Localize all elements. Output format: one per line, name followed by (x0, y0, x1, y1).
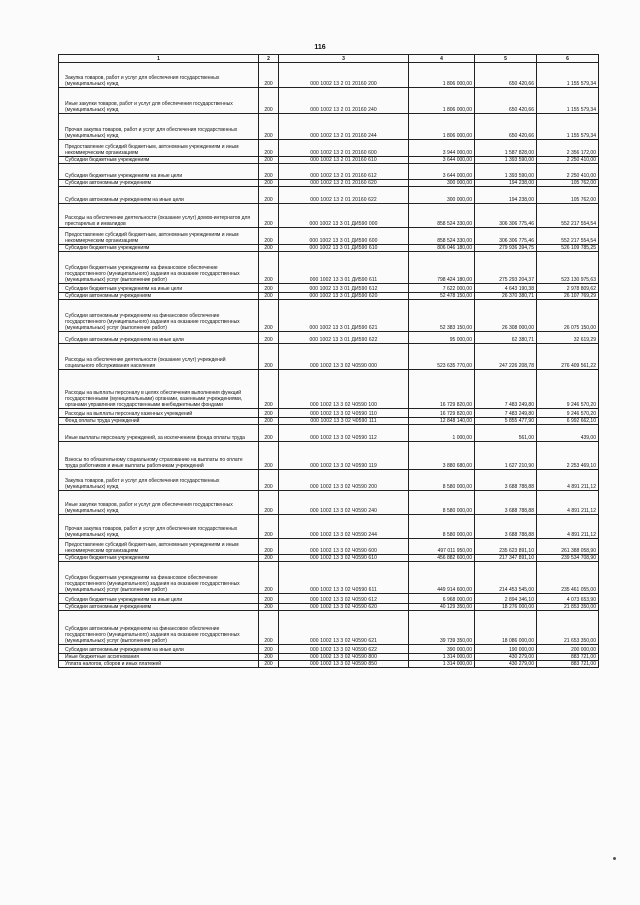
row-code: 000 1002 13 3 02 Ч0590 610 (279, 555, 409, 562)
row-column-2: 200 (259, 661, 279, 668)
row-name: Субсидии бюджетным учреждениям на финансовое обеспечение государственного (муниципального) задания на оказание государственных (муниципальных) услуг (выполнение работ) (59, 562, 259, 594)
row-column-5: 561,00 (475, 425, 537, 442)
row-column-5: 3 688 788,88 (475, 491, 537, 515)
row-column-6: 552 217 554,54 (537, 204, 599, 228)
row-column-2: 200 (259, 594, 279, 604)
header-cell: 6 (537, 55, 599, 63)
row-column-2: 200 (259, 611, 279, 645)
row-name: Субсидии автономным учреждениям на финансовое обеспечение государственного (муниципального) задания на оказание государственных (муниципальных) услуг (выполнение работ) (59, 300, 259, 332)
row-column-2: 200 (259, 562, 279, 594)
row-column-6: 883 721,00 (537, 661, 599, 668)
row-code: 000 1002 13 3 01 ДИ590 600 (279, 228, 409, 245)
row-code: 000 1002 13 3 02 Ч0590 244 (279, 515, 409, 539)
row-column-4: 8 580 000,00 (409, 470, 475, 491)
row-name: Уплата налогов, сборов и иных платежей (59, 661, 259, 668)
row-name: Иные закупки товаров, работ и услуг для обеспечения государственных (муниципальных) нужд (59, 88, 259, 114)
row-column-6: 261 388 058,90 (537, 539, 599, 555)
row-code: 000 1002 13 3 01 ДИ590 610 (279, 245, 409, 252)
row-column-5: 194 238,00 (475, 187, 537, 204)
row-column-6: 1 155 579,34 (537, 63, 599, 88)
row-name: Субсидии автономным учреждениям (59, 180, 259, 187)
row-code: 000 1002 13 3 01 ДИ590 000 (279, 204, 409, 228)
table-body (59, 63, 599, 668)
row-column-5: 4 643 190,38 (475, 284, 537, 293)
row-code: 000 1002 13 3 02 Ч0590 622 (279, 645, 409, 654)
row-column-4: 300 000,00 (409, 187, 475, 204)
row-code: 000 1002 13 2 01 20160 610 (279, 157, 409, 164)
row-column-6: 235 461 055,00 (537, 562, 599, 594)
row-column-4: 3 644 000,00 (409, 164, 475, 180)
row-column-4: 523 635 770,00 (409, 344, 475, 370)
row-column-4: 39 739 350,00 (409, 611, 475, 645)
row-column-5: 3 688 788,88 (475, 515, 537, 539)
row-name: Прочая закупка товаров, работ и услуг для обеспечения государственных (муниципальных) нужд (59, 114, 259, 140)
row-code: 000 1002 13 3 02 Ч0590 240 (279, 491, 409, 515)
row-column-4: 12 848 140,00 (409, 418, 475, 425)
row-column-5: 18 086 000,00 (475, 611, 537, 645)
row-column-5: 306 306 775,46 (475, 204, 537, 228)
row-code: 000 1002 13 3 02 Ч0590 200 (279, 470, 409, 491)
row-column-4: 1 314 000,00 (409, 654, 475, 661)
row-column-4: 858 524 330,00 (409, 204, 475, 228)
row-name: Иные выплаты персоналу учреждений, за исключением фонда оплаты труда (59, 425, 259, 442)
row-column-4: 456 882 600,00 (409, 555, 475, 562)
row-code: 000 1002 13 3 02 Ч0590 621 (279, 611, 409, 645)
row-column-5: 7 483 249,80 (475, 409, 537, 418)
row-column-4: 16 729 820,00 (409, 409, 475, 418)
row-column-4: 1 000,00 (409, 425, 475, 442)
row-column-5: 1 587 828,00 (475, 140, 537, 157)
row-column-6: 21 853 350,00 (537, 604, 599, 611)
header-cell: 1 (59, 55, 259, 63)
row-code: 000 1002 13 3 02 Ч0590 100 (279, 370, 409, 409)
row-code: 000 1002 13 2 01 20160 200 (279, 63, 409, 88)
table-row (59, 140, 599, 157)
row-name: Субсидии автономным учреждениям на иные цели (59, 187, 259, 204)
table-row (59, 157, 599, 164)
row-column-4: 52 383 150,00 (409, 300, 475, 332)
row-column-6: 4 891 211,12 (537, 515, 599, 539)
table-row (59, 300, 599, 332)
row-code: 000 1002 13 3 02 Ч0590 000 (279, 344, 409, 370)
row-name: Субсидии автономным учреждениям на иные цели (59, 645, 259, 654)
row-column-2: 200 (259, 140, 279, 157)
row-column-2: 200 (259, 63, 279, 88)
row-column-2: 200 (259, 409, 279, 418)
row-column-4: 3 944 000,00 (409, 140, 475, 157)
row-code: 000 1002 13 3 02 Ч0590 600 (279, 539, 409, 555)
row-column-6: 2 250 410,00 (537, 164, 599, 180)
row-column-2: 200 (259, 344, 279, 370)
table-row (59, 332, 599, 344)
row-column-4: 3 644 000,00 (409, 157, 475, 164)
row-code: 000 1002 13 3 02 Ч0590 611 (279, 562, 409, 594)
row-name: Иные бюджетные ассигнования (59, 654, 259, 661)
row-name: Субсидии бюджетным учреждениям на финансовое обеспечение государственного (муниципального) задания на оказание государственных (муниципальных) услуг (выполнение работ) (59, 252, 259, 284)
row-column-5: 650 420,66 (475, 114, 537, 140)
table-row (59, 555, 599, 562)
table-row (59, 604, 599, 611)
row-column-2: 200 (259, 442, 279, 470)
table-row (59, 187, 599, 204)
table-row (59, 515, 599, 539)
row-name: Закупка товаров, работ и услуг для обеспечения государственных (муниципальных) нужд (59, 470, 259, 491)
row-column-6: 1 155 579,34 (537, 114, 599, 140)
table-row (59, 164, 599, 180)
row-column-2: 200 (259, 252, 279, 284)
row-column-6: 2 978 809,62 (537, 284, 599, 293)
row-column-6: 4 891 211,12 (537, 470, 599, 491)
row-name: Субсидии автономным учреждениям (59, 293, 259, 300)
scan-speck (613, 857, 616, 860)
row-column-4: 1 806 000,00 (409, 114, 475, 140)
row-column-2: 200 (259, 370, 279, 409)
row-column-5: 235 623 891,10 (475, 539, 537, 555)
row-column-4: 449 914 600,00 (409, 562, 475, 594)
row-column-5: 247 226 208,78 (475, 344, 537, 370)
row-column-4: 3 880 680,00 (409, 442, 475, 470)
row-column-6: 9 246 570,20 (537, 409, 599, 418)
table-header-row (59, 55, 599, 63)
row-code: 000 1002 13 3 01 ДИ590 620 (279, 293, 409, 300)
row-column-4: 95 000,00 (409, 332, 475, 344)
table-row (59, 245, 599, 252)
row-column-6: 239 534 708,90 (537, 555, 599, 562)
table-row (59, 180, 599, 187)
row-name: Предоставление субсидий бюджетным, автономным учреждениям и иным некоммерческим организациям (59, 228, 259, 245)
table-row (59, 661, 599, 668)
table-row (59, 611, 599, 645)
row-name: Расходы на обеспечение деятельности (оказание услуг) учреждений социального обслуживания населения (59, 344, 259, 370)
row-column-6: 2 253 469,10 (537, 442, 599, 470)
row-column-5: 5 855 477,90 (475, 418, 537, 425)
row-column-6: 2 250 410,00 (537, 157, 599, 164)
row-column-5: 306 306 775,46 (475, 228, 537, 245)
row-column-6: 200 000,00 (537, 645, 599, 654)
row-column-2: 200 (259, 114, 279, 140)
row-column-2: 200 (259, 284, 279, 293)
row-name: Расходы на обеспечение деятельности (оказание услуг) домов-интернатов для престарелых и инвалидов (59, 204, 259, 228)
row-name: Субсидии автономным учреждениям на финансовое обеспечение государственного (муниципального) задания на оказание государственных (муниципальных) услуг (выполнение работ) (59, 611, 259, 645)
table-row (59, 409, 599, 418)
row-column-4: 858 524 330,00 (409, 228, 475, 245)
row-column-4: 1 806 000,00 (409, 63, 475, 88)
row-name: Субсидии бюджетным учреждениям (59, 555, 259, 562)
row-name: Субсидии автономным учреждениям (59, 604, 259, 611)
row-column-4: 8 580 000,00 (409, 491, 475, 515)
table-row (59, 645, 599, 654)
row-name: Фонд оплаты труда учреждений (59, 418, 259, 425)
row-column-4: 497 011 950,00 (409, 539, 475, 555)
row-code: 000 1002 13 2 01 20160 620 (279, 180, 409, 187)
row-column-5: 275 293 204,37 (475, 252, 537, 284)
table-row (59, 425, 599, 442)
row-column-2: 200 (259, 491, 279, 515)
row-column-5: 430 279,00 (475, 654, 537, 661)
row-column-2: 200 (259, 654, 279, 661)
row-name: Иные закупки товаров, работ и услуг для обеспечения государственных (муниципальных) нужд (59, 491, 259, 515)
row-code: 000 1002 13 3 02 Ч0590 620 (279, 604, 409, 611)
row-code: 000 1002 13 2 01 20160 600 (279, 140, 409, 157)
row-column-6: 523 130 975,63 (537, 252, 599, 284)
row-column-2: 200 (259, 228, 279, 245)
table-row (59, 370, 599, 409)
row-column-6: 9 246 570,20 (537, 370, 599, 409)
row-column-4: 8 580 000,00 (409, 515, 475, 539)
row-column-6: 4 891 211,12 (537, 491, 599, 515)
row-name: Субсидии бюджетным учреждениям на иные цели (59, 164, 259, 180)
table-row (59, 654, 599, 661)
row-column-6: 883 721,00 (537, 654, 599, 661)
table-row (59, 228, 599, 245)
row-column-4: 6 968 000,00 (409, 594, 475, 604)
row-code: 000 1002 13 2 01 20160 622 (279, 187, 409, 204)
table-row (59, 114, 599, 140)
table-row (59, 491, 599, 515)
row-column-4: 1 806 000,00 (409, 88, 475, 114)
row-code: 000 1002 13 3 01 ДИ590 622 (279, 332, 409, 344)
row-column-2: 200 (259, 332, 279, 344)
row-name: Закупка товаров, работ и услуг для обеспечения государственных (муниципальных) нужд (59, 63, 259, 88)
row-column-2: 200 (259, 245, 279, 252)
table-row (59, 470, 599, 491)
row-column-4: 390 000,00 (409, 645, 475, 654)
table-row (59, 442, 599, 470)
row-column-6: 1 155 579,34 (537, 88, 599, 114)
table-row (59, 344, 599, 370)
row-name: Субсидии автономным учреждениям на иные цели (59, 332, 259, 344)
row-column-2: 200 (259, 470, 279, 491)
row-code: 000 1002 13 3 01 ДИ590 621 (279, 300, 409, 332)
row-name: Предоставление субсидий бюджетным, автономным учреждениям и иным некоммерческим организациям (59, 539, 259, 555)
header-cell: 5 (475, 55, 537, 63)
row-name: Субсидии бюджетным учреждениям на иные цели (59, 594, 259, 604)
row-column-2: 200 (259, 187, 279, 204)
row-column-2: 200 (259, 180, 279, 187)
row-column-5: 26 308 000,00 (475, 300, 537, 332)
header-cell: 4 (409, 55, 475, 63)
row-code: 000 1002 13 2 01 20160 612 (279, 164, 409, 180)
table-row (59, 252, 599, 284)
row-column-6: 26 075 150,00 (537, 300, 599, 332)
row-column-6: 105 762,00 (537, 180, 599, 187)
row-column-2: 200 (259, 204, 279, 228)
row-name: Расходы на выплаты персоналу в целях обеспечения выполнения функций государственными (муниципальными) органами, казенными учреждениями, органами управления государственными внебюджетными фондами (59, 370, 259, 409)
row-code: 000 1002 13 3 02 Ч0590 612 (279, 594, 409, 604)
row-column-5: 650 420,66 (475, 88, 537, 114)
row-column-4: 798 424 180,00 (409, 252, 475, 284)
row-column-4: 1 314 000,00 (409, 661, 475, 668)
row-column-6: 105 762,00 (537, 187, 599, 204)
row-code: 000 1002 13 3 02 Ч0590 112 (279, 425, 409, 442)
row-column-5: 190 000,00 (475, 645, 537, 654)
row-name: Взносы по обязательному социальному страхованию на выплаты по оплате труда работников и иные выплаты работникам учреждений (59, 442, 259, 470)
row-column-5: 214 453 545,00 (475, 562, 537, 594)
row-column-5: 2 894 346,10 (475, 594, 537, 604)
row-column-6: 552 217 554,54 (537, 228, 599, 245)
row-column-5: 430 279,00 (475, 661, 537, 668)
row-name: Предоставление субсидий бюджетным, автономным учреждениям и иным некоммерческим организациям (59, 140, 259, 157)
row-column-4: 52 478 150,00 (409, 293, 475, 300)
table-row (59, 418, 599, 425)
row-column-5: 3 688 788,88 (475, 470, 537, 491)
row-code: 000 1002 13 3 01 ДИ590 611 (279, 252, 409, 284)
row-column-6: 439,00 (537, 425, 599, 442)
row-column-6: 526 109 785,25 (537, 245, 599, 252)
row-column-5: 26 370 380,71 (475, 293, 537, 300)
row-column-5: 194 238,00 (475, 180, 537, 187)
row-code: 000 1002 13 2 01 20160 240 (279, 88, 409, 114)
budget-execution-table (58, 54, 599, 668)
row-code: 000 1002 13 2 01 20160 244 (279, 114, 409, 140)
row-column-5: 279 936 394,75 (475, 245, 537, 252)
table-row (59, 562, 599, 594)
row-column-5: 1 627 210,90 (475, 442, 537, 470)
row-column-6: 26 107 769,29 (537, 293, 599, 300)
row-name: Субсидии бюджетным учреждениям (59, 245, 259, 252)
table-row (59, 594, 599, 604)
row-column-2: 200 (259, 88, 279, 114)
header-cell: 2 (259, 55, 279, 63)
row-column-2: 200 (259, 645, 279, 654)
row-column-6: 21 653 350,00 (537, 611, 599, 645)
row-column-4: 7 622 000,00 (409, 284, 475, 293)
row-column-4: 40 129 350,00 (409, 604, 475, 611)
row-code: 000 1002 13 3 02 Ч0590 850 (279, 661, 409, 668)
row-column-2: 200 (259, 157, 279, 164)
row-column-5: 217 347 891,10 (475, 555, 537, 562)
row-column-4: 806 046 180,00 (409, 245, 475, 252)
row-name: Субсидии бюджетным учреждениям (59, 157, 259, 164)
row-column-2: 200 (259, 515, 279, 539)
row-column-6: 4 073 653,90 (537, 594, 599, 604)
row-code: 000 1002 13 3 02 Ч0590 111 (279, 418, 409, 425)
row-column-5: 650 420,66 (475, 63, 537, 88)
row-name: Прочая закупка товаров, работ и услуг для обеспечения государственных (муниципальных) нужд (59, 515, 259, 539)
row-name: Субсидии бюджетным учреждениям на иные цели (59, 284, 259, 293)
row-column-5: 18 276 000,00 (475, 604, 537, 611)
row-column-2: 200 (259, 604, 279, 611)
row-column-2: 200 (259, 300, 279, 332)
row-column-2: 200 (259, 539, 279, 555)
table-row (59, 63, 599, 88)
table-row (59, 539, 599, 555)
row-code: 000 1002 13 3 02 Ч0590 110 (279, 409, 409, 418)
table-row (59, 204, 599, 228)
row-column-6: 2 356 172,00 (537, 140, 599, 157)
page-number: 116 (314, 44, 326, 51)
row-column-2: 200 (259, 555, 279, 562)
row-column-6: 32 619,29 (537, 332, 599, 344)
table-row (59, 293, 599, 300)
row-column-5: 62 380,71 (475, 332, 537, 344)
row-column-5: 1 393 590,00 (475, 157, 537, 164)
row-column-2: 200 (259, 293, 279, 300)
table-row (59, 88, 599, 114)
row-code: 000 1002 13 3 01 ДИ590 612 (279, 284, 409, 293)
row-code: 000 1002 13 3 02 Ч0590 800 (279, 654, 409, 661)
row-name: Расходы на выплаты персоналу казенных учреждений (59, 409, 259, 418)
header-cell: 3 (279, 55, 409, 63)
row-column-2: 200 (259, 164, 279, 180)
row-code: 000 1002 13 3 02 Ч0590 119 (279, 442, 409, 470)
row-column-5: 7 483 249,80 (475, 370, 537, 409)
table-row (59, 284, 599, 293)
row-column-2: 200 (259, 418, 279, 425)
row-column-4: 16 729 820,00 (409, 370, 475, 409)
row-column-5: 1 393 590,00 (475, 164, 537, 180)
row-column-2: 200 (259, 425, 279, 442)
row-column-4: 300 000,00 (409, 180, 475, 187)
row-column-6: 6 992 662,10 (537, 418, 599, 425)
row-column-6: 276 409 561,22 (537, 344, 599, 370)
